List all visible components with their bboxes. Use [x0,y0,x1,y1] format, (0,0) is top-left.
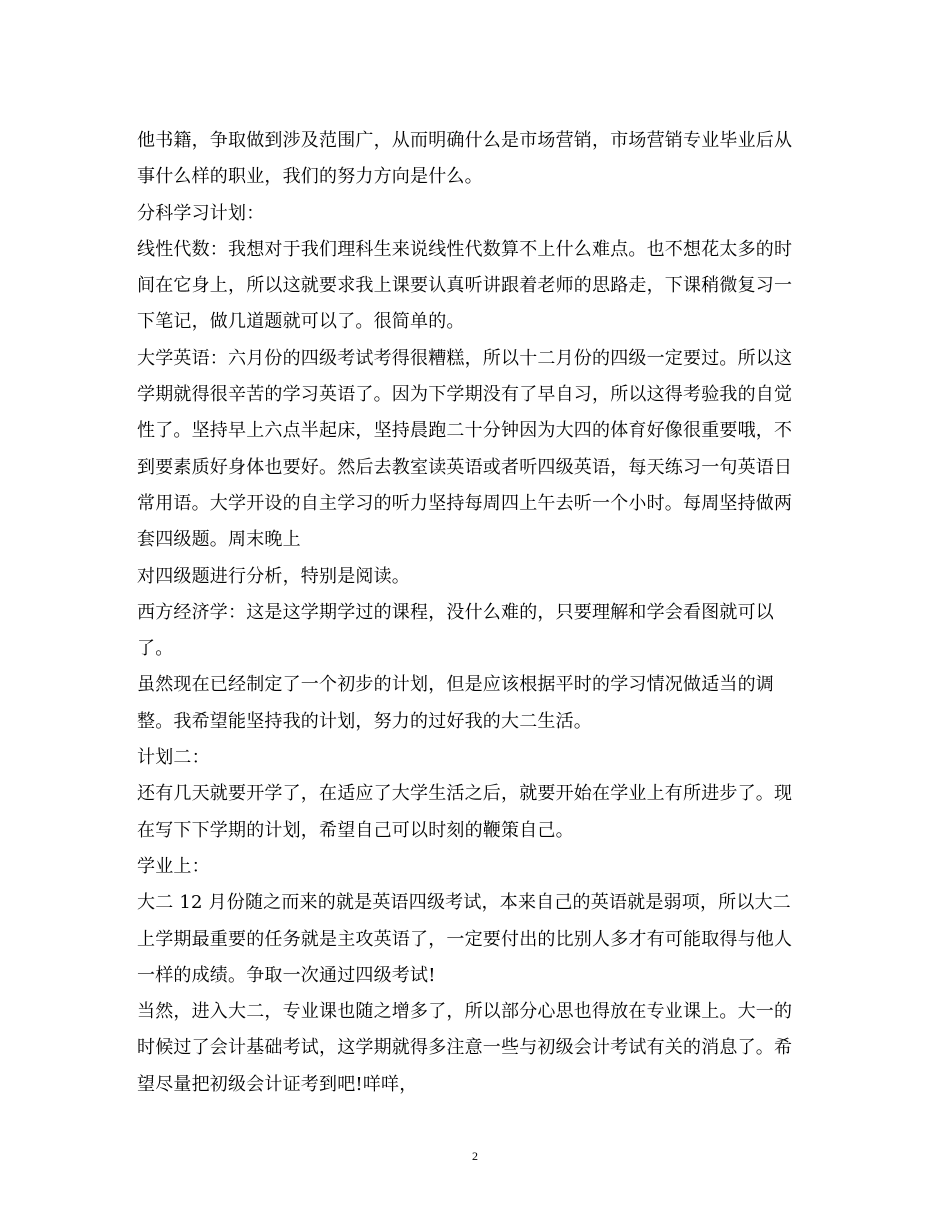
text-line: 了。 [137,638,174,660]
text-line: 线性代数：我想对于我们理科生来说线性代数算不上什么难点。也不想花太多的时 [137,238,793,260]
text-line: 时候过了会计基础考试，这学期就得多注意一些与初级会计考试有关的消息了。希 [137,1037,793,1059]
text-line: 还有几天就要开学了，在适应了大学生活之后，就要开始在学业上有所进步了。现 [137,783,793,805]
text-line: 对四级题进行分析，特别是阅读。 [137,565,410,587]
text-line: 下笔记，做几道题就可以了。很简单的。 [137,311,465,333]
text-line: 性了。坚持早上六点半起床，坚持晨跑二十分钟因为大四的体育好像很重要哦，不 [137,420,793,442]
text-line: 西方经济学：这是这学期学过的课程，没什么难的，只要理解和学会看图就可以 [137,601,774,623]
page-number: 2 [472,1149,478,1163]
text-line: 虽然现在已经制定了一个初步的计划，但是应该根据平时的学习情况做适当的调 [137,674,774,696]
text-line: 常用语。大学开设的自主学习的听力坚持每周四上午去听一个小时。每周坚持做两 [137,492,793,514]
text-line: 当然，进入大二，专业课也随之增多了，所以部分心思也得放在专业课上。大一的 [137,1001,793,1023]
text-line: 学期就得很辛苦的学习英语了。因为下学期没有了早自习，所以这得考验我的自觉 [137,384,793,406]
text-line: 大二 12 月份随之而来的就是英语四级考试，本来自己的英语就是弱项，所以大二 [137,892,791,914]
text-line: 到要素质好身体也要好。然后去教室读英语或者听四级英语，每天练习一句英语日 [137,456,793,478]
document-body [137,123,827,1103]
text-line: 一样的成绩。争取一次通过四级考试! [137,964,436,986]
text-line: 间在它身上，所以这就要求我上课要认真听讲跟着老师的思路走，下课稍微复习一 [137,275,793,297]
section-heading: 计划二： [137,747,210,769]
text-line: 望尽量把初级会计证考到吧!咩咩， [137,1073,418,1095]
text-line: 大学英语：六月份的四级考试考得很糟糕，所以十二月份的四级一定要过。所以这 [137,347,793,369]
section-heading: 分科学习计划： [137,202,265,224]
text-line: 套四级题。周末晚上 [137,529,301,551]
text-line: 他书籍，争取做到涉及范围广，从而明确什么是市场营销，市场营销专业毕业后从 [137,130,793,151]
text-line: 在写下下学期的计划，希望自己可以时刻的鞭策自己。 [137,819,574,841]
text-line: 整。我希望能坚持我的计划，努力的过好我的大二生活。 [137,710,592,732]
text-line: 上学期最重要的任务就是主攻英语了，一定要付出的比别人多才有可能取得与他人 [137,928,793,950]
text-line: 事什么样的职业，我们的努力方向是什么。 [137,166,483,188]
section-heading: 学业上： [137,855,210,877]
